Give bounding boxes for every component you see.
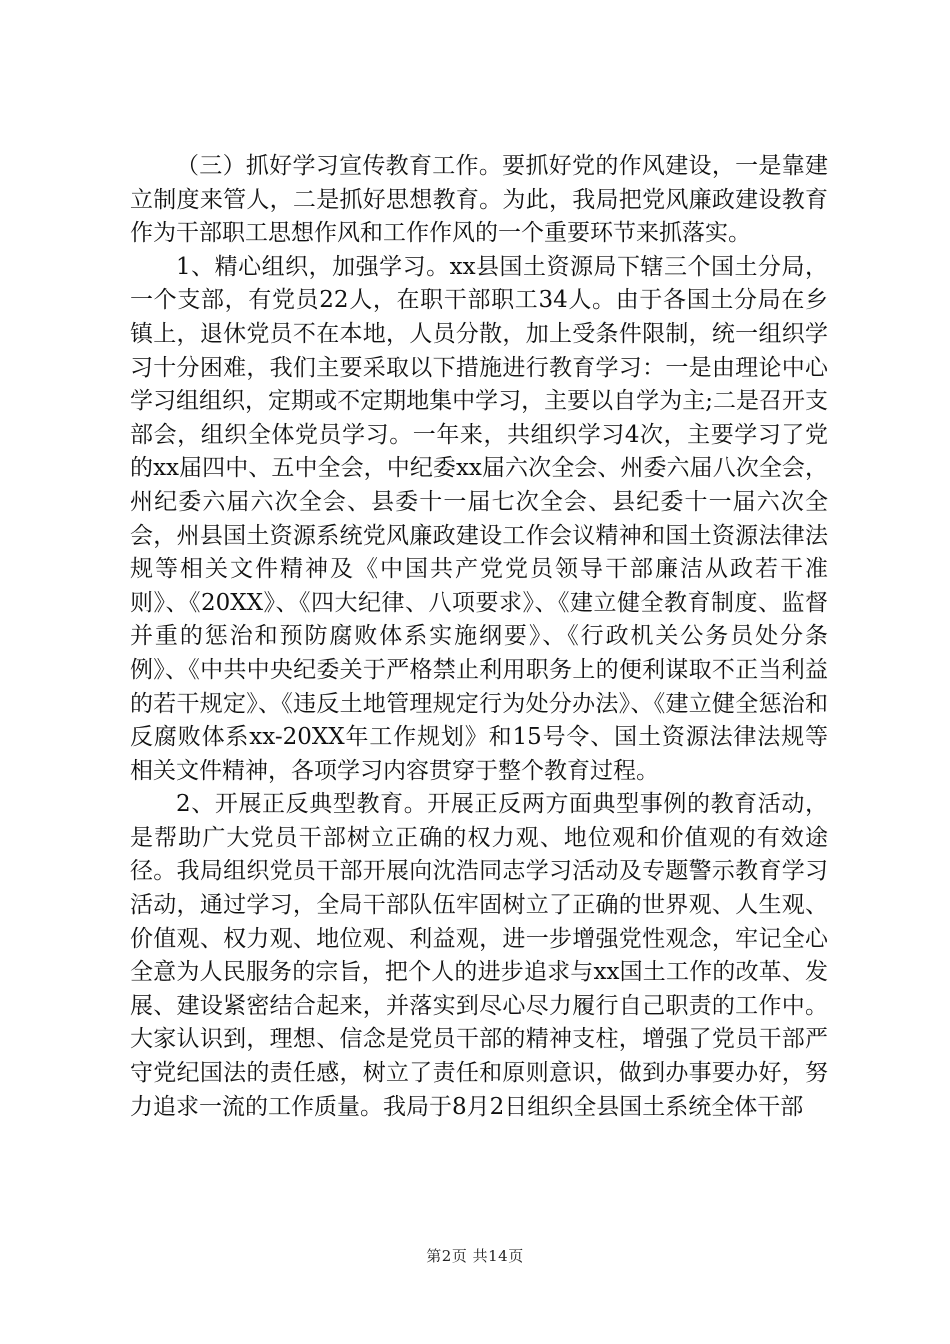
- page-number-footer: 第2页 共14页: [426, 1247, 524, 1265]
- paragraph-organize-study: 1、精心组织，加强学习。xx县国土资源局下辖三个国土分局，一个支部，有党员22人，在职干部职工34人。由于各国土分局在乡镇上，退休党员不在本地，人员分散，加上受条件限制，统一组织学习十分困难，我们主要采取以下措施进行教育学习：一是由理论中心学习组组织，定期或不定期地集中学习，主要以自学为主;二是召开支部会，组织全体党员学习。一年来，共组织学习4次，主要学习了党的xx届四中、五中全会，中纪委xx届六次全会、州委六届八次全会，州纪委六届六次全会、县委十一届七次全会、县纪委十一届六次全会，州县国土资源系统党风廉政建设工作会议精神和国土资源法律法规等相关文件精神及《中国共产党党员领导干部廉洁从政若干准则》、《20XX》、《四大纪律、八项要求》、《建立健全教育制度、监督并重的惩治和预防腐败体系实施纲要》、《行政机关公务员处分条例》、《中共中央纪委关于严格禁止利用职务上的便利谋取不正当利益的若干规定》、《违反土地管理规定行为处分办法》、《建立健全惩治和反腐败体系xx-20XX年工作规划》和15号令、国土资源法律法规等相关文件精神，各项学习内容贯穿于整个教育过程。: [130, 253, 828, 784]
- paragraph-typical-education: 2、开展正反典型教育。开展正反两方面典型事例的教育活动，是帮助广大党员干部树立正确的权力观、地位观和价值观的有效途径。我局组织党员干部开展向沈浩同志学习活动及专题警示教育学习活动，通过学习，全局干部队伍牢固树立了正确的世界观、人生观、价值观、权力观、地位观、利益观，进一步增强党性观念，牢记全心全意为人民服务的宗旨，把个人的进步追求与xx国土工作的改革、发展、建设紧密结合起来，并落实到尽心尽力履行自己职责的工作中。大家认识到，理想、信念是党员干部的精神支柱，增强了党员干部严守党纪国法的责任感，树立了责任和原则意识，做到办事要办好，努力追求一流的工作质量。我局于8月2日组织全县国土系统全体干部: [130, 791, 828, 1120]
- document-body: [130, 150, 828, 1124]
- paragraph-section-three: （三）抓好学习宣传教育工作。要抓好党的作风建设，一是靠建立制度来管人，二是抓好思想教育。为此，我局把党风廉政建设教育作为干部职工思想作风和工作作风的一个重要环节来抓落实。: [130, 153, 828, 247]
